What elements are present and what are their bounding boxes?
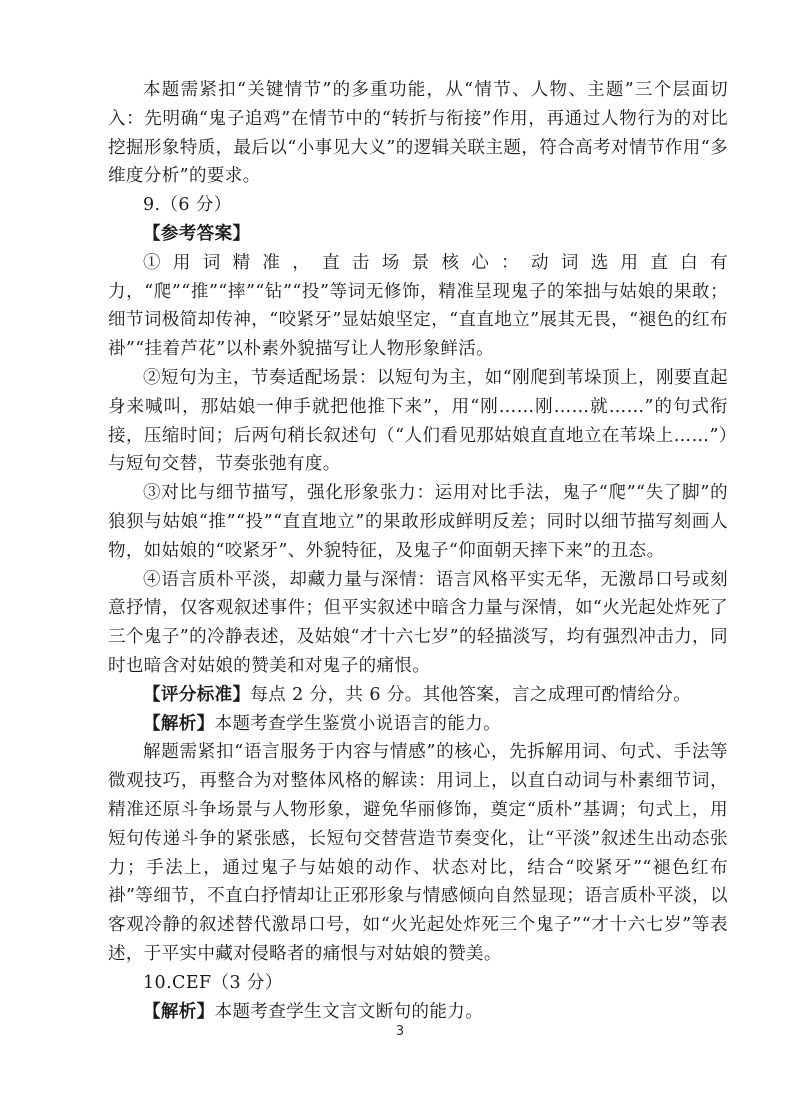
answer-point-3: ③对比与细节描写，强化形象张力：运用对比手法，鬼子“爬”“失了脚”的狼狈与姑娘“推”“投”“直直地立”的果敢形成鲜明反差；同时以细节描写刻画人物，如姑娘的“咬紧牙”、外貌特征，及鬼子“仰面朝天摔下来”的丑态。 (108, 483, 728, 561)
q10-analysis-tag: 【解析】 (143, 1001, 215, 1022)
scoring-tag: 【评分标准】 (143, 684, 251, 705)
q10-analysis-text: 本题考查学生文言文断句的能力。 (214, 1001, 484, 1022)
scoring-criteria (108, 681, 728, 710)
reference-answer-heading (108, 220, 728, 249)
answer-point-2: ②短句为主，节奏适配场景：以短句为主，如“刚爬到苇垛顶上，刚要直起身来喊叫，那姑娘一伸手就把他推下来”，用“刚……刚……就……”的句式衔接，压缩时间；后两句稍长叙述句（“人们看见那姑娘直直地立在苇垛上……”）与短句交替，节奏张弛有度。 (108, 367, 728, 475)
answer-point-1: ①用词精准，直击场景核心：动词选用直白有力，“爬”“推”“摔”“钻”“投”等词无修饰，精准呈现鬼子的笨拙与姑娘的果敢；细节词极简却传神，“咬紧牙”显姑娘坚定，“直直地立”展其无畏，“褪色的红布褂”“挂着芦花”以朴素外貌描写让人物形象鲜活。 (108, 252, 728, 360)
analysis-text: 本题考查学生鉴赏小说语言的能力。 (214, 713, 502, 734)
scoring-text: 每点 2 分，共 6 分。其他答案，言之成理可酌情给分。 (250, 684, 692, 705)
question-9-number: 9.（6 分） (143, 195, 232, 216)
intro-text: 本题需紧扣“关键情节”的多重功能，从“情节、人物、主题”三个层面切入：先明确“鬼子追鸡”在情节中的“转折与衔接”作用，再通过人物行为的对比挖掘形象特质，最后以“小事见大义”的逻辑关联主题，符合高考对情节作用“多维度分析”的要求。 (108, 80, 728, 187)
page-number: 3 (395, 1024, 405, 1039)
analysis-body: 解题需紧扣“语言服务于内容与情感”的核心，先拆解用词、句式、手法等微观技巧，再整合为对整体风格的解读：用词上，以直白动词与朴素细节词，精准还原斗争场景与人物形象，避免华丽修饰，奠定“质朴”基调；句式上，用短句传递斗争的紧张感，长短句交替营造节奏变化，让“平淡”叙述生出动态张力；手法上，通过鬼子与姑娘的动作、状态对比，结合“咬紧牙”“褪色红布褂”等细节，不直白抒情却让正邪形象与情感倾向自然显现；语言质朴平淡，以客观冷静的叙述替代激昂口号，如“火光起处炸死三个鬼子”“才十六七岁”等表述，于平实中藏对侵略者的痛恨与对姑娘的赞美。 (108, 742, 728, 964)
question-10-number: 10.CEF（3 分） (143, 972, 283, 993)
analysis-line (108, 710, 728, 739)
answer-point-4: ④语言质朴平淡，却藏力量与深情：语言风格平实无华，无激昂口号或刻意抒情，仅客观叙述事件；但平实叙述中暗含力量与深情，如“火光起处炸死了三个鬼子”的冷静表述，及姑娘“才十六七岁”的轻描淡写，均有强烈冲击力，同时也暗含对姑娘的赞美和对鬼子的痛恨。 (108, 569, 728, 676)
reference-answer-tag: 【参考答案】 (143, 223, 251, 244)
analysis-tag: 【解析】 (143, 713, 215, 734)
question-10-analysis (108, 998, 728, 1027)
intro-paragraph (108, 76, 728, 191)
document-page (108, 76, 728, 1026)
